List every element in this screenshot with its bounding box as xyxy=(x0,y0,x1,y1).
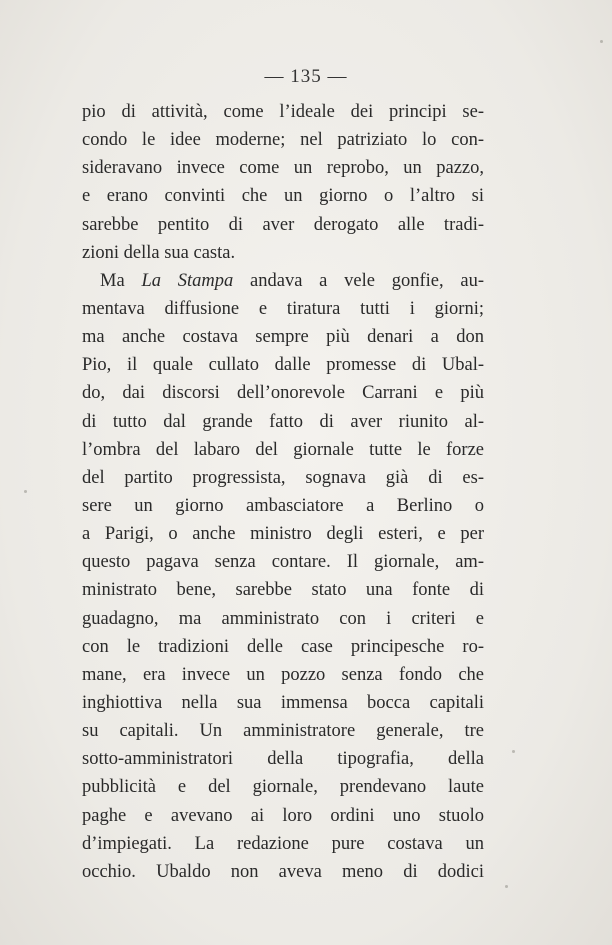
text-line: questo pagava senza contare. Il giornale, am- xyxy=(82,552,484,573)
body-text xyxy=(82,98,484,886)
text-run: andava a vele gonfie, au- xyxy=(233,270,484,291)
text-line: zioni della sua casta. xyxy=(82,242,236,263)
text-line: occhio. Ubaldo non aveva meno di dodici xyxy=(82,861,484,882)
newspaper-title: La Stampa xyxy=(141,270,234,291)
text-line: mane, era invece un pozzo senza fondo che xyxy=(82,664,484,685)
text-line: del partito progressista, sognava già di es- xyxy=(82,467,484,488)
text-line: pio di attività, come l’ideale dei principi se- xyxy=(82,102,484,122)
paper-speck xyxy=(512,750,515,753)
text-line: condo le idee moderne; nel patriziato lo con- xyxy=(82,130,484,151)
text-line: e erano convinti che un giorno o l’altro si xyxy=(82,186,484,207)
text-line: con le tradizioni delle case principesche ro- xyxy=(82,636,484,657)
paper-speck xyxy=(24,490,27,493)
paper-speck xyxy=(505,885,508,888)
text-line: paghe e avevano ai loro ordini uno stuolo xyxy=(82,805,484,826)
text-line: do, dai discorsi dell’onorevole Carrani e più xyxy=(82,383,484,404)
text-line: a Parigi, o anche ministro degli esteri, e per xyxy=(82,524,484,545)
text-line: mentava diffusione e tiratura tutti i giorni; xyxy=(82,298,484,319)
text-line: guadagno, ma amministrato con i criteri e xyxy=(82,608,484,629)
text-line: di tutto dal grande fatto di aver riunito al- xyxy=(82,411,484,432)
text-line: Pio, il quale cullato dalle promesse di Ubal- xyxy=(82,355,484,376)
text-line: sere un giorno ambasciatore a Berlino o xyxy=(82,495,484,516)
page-number: — 135 — xyxy=(264,66,348,87)
text-line: sarebbe pentito di aver derogato alle tradi- xyxy=(82,214,484,235)
text-line: ma anche costava sempre più denari a don xyxy=(82,327,484,348)
text-line: inghiottiva nella sua immensa bocca capitali xyxy=(82,692,484,713)
text-line: su capitali. Un amministratore generale, tre xyxy=(82,721,484,742)
text-line: l’ombra del labaro del giornale tutte le forze xyxy=(82,439,484,460)
text-run: Ma xyxy=(100,270,142,291)
text-line: d’impiegati. La redazione pure costava un xyxy=(82,833,484,854)
text-line xyxy=(82,267,484,295)
text-line: sotto-amministratori della tipografia, della xyxy=(82,749,484,770)
paper-speck xyxy=(600,40,603,43)
text-line: pubblicità e del giornale, prendevano laute xyxy=(82,777,484,798)
text-line: sideravano invece come un reprobo, un pazzo, xyxy=(82,158,484,179)
text-line: ministrato bene, sarebbe stato una fonte di xyxy=(82,580,484,601)
